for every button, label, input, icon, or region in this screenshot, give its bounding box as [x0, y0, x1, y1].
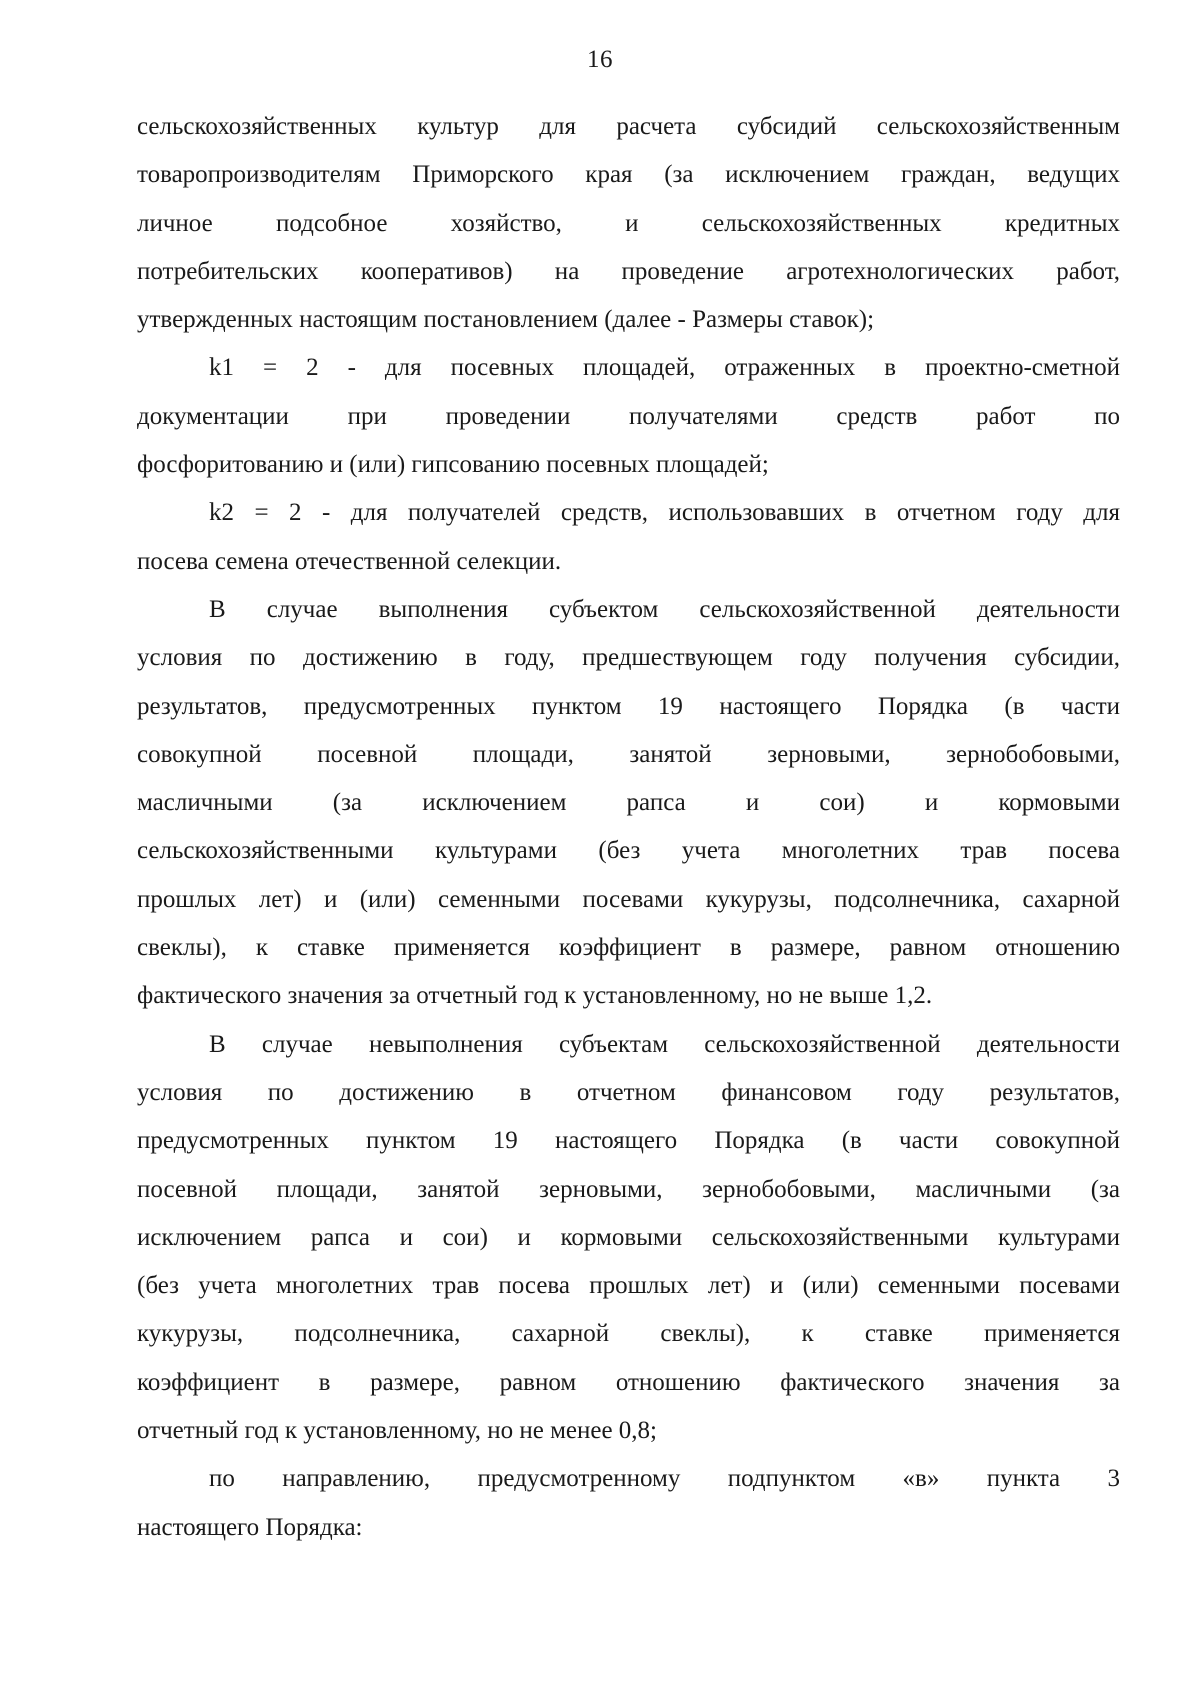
- text-line: сельскохозяйственных культур для расчета субсидий сельскохозяйственным: [137, 113, 1120, 140]
- text-line: масличными (за исключением рапса и сои) и кормовыми: [137, 789, 1120, 817]
- text-line: фосфоритованию и (или) гипсованию посевных площадей;: [137, 451, 769, 479]
- text-line: свеклы), к ставке применяется коэффициент в размере, равном отношению: [137, 934, 1120, 962]
- text-line: посева семена отечественной селекции.: [137, 547, 562, 575]
- text-line: В случае невыполнения субъектам сельскохозяйственной деятельности: [209, 1030, 1120, 1058]
- text-line: результатов, предусмотренных пунктом 19 настоящего Порядка (в части: [137, 692, 1120, 720]
- text-line: предусмотренных пунктом 19 настоящего Порядка (в части совокупной: [137, 1127, 1120, 1155]
- text-line: коэффициент в размере, равном отношению фактического значения за: [137, 1368, 1120, 1396]
- text-line: сельскохозяйственными культурами (без учета многолетних трав посева: [137, 837, 1120, 865]
- text-line: утвержденных настоящим постановлением (далее - Размеры ставок);: [137, 306, 875, 334]
- text-line: условия по достижению в году, предшествующем году получения субсидии,: [137, 644, 1120, 672]
- text-line: k2 = 2 - для получателей средств, использовавших в отчетном году для: [209, 499, 1120, 527]
- page-number: 16: [587, 46, 613, 73]
- text-line: потребительских кооперативов) на проведение агротехнологических работ,: [137, 257, 1120, 285]
- document-body: [137, 103, 1120, 1552]
- text-line: прошлых лет) и (или) семенными посевами кукурузы, подсолнечника, сахарной: [137, 885, 1120, 913]
- text-line: совокупной посевной площади, занятой зерновыми, зернобобовыми,: [137, 740, 1120, 768]
- text-line: документации при проведении получателями средств работ по: [137, 402, 1120, 430]
- text-line: фактического значения за отчетный год к установленному, но не выше 1,2.: [137, 982, 933, 1010]
- text-line: личное подсобное хозяйство, и сельскохозяйственных кредитных: [137, 209, 1120, 237]
- text-line: товаропроизводителям Приморского края (за исключением граждан, ведущих: [137, 161, 1120, 189]
- text-line: k1 = 2 - для посевных площадей, отраженных в проектно-сметной: [209, 354, 1120, 382]
- text-line: настоящего Порядка:: [137, 1513, 363, 1541]
- text-line: условия по достижению в отчетном финансовом году результатов,: [137, 1078, 1120, 1106]
- text-line: В случае выполнения субъектом сельскохозяйственной деятельности: [209, 595, 1120, 623]
- text-line: (без учета многолетних трав посева прошлых лет) и (или) семенными посевами: [137, 1272, 1120, 1300]
- text-line: посевной площади, занятой зерновыми, зернобобовыми, масличными (за: [137, 1175, 1120, 1203]
- text-line: кукурузы, подсолнечника, сахарной свеклы), к ставке применяется: [137, 1320, 1120, 1348]
- text-line: по направлению, предусмотренному подпунктом «в» пункта 3: [209, 1465, 1120, 1493]
- text-line: отчетный год к установленному, но не менее 0,8;: [137, 1417, 658, 1445]
- text-line: исключением рапса и сои) и кормовыми сельскохозяйственными культурами: [137, 1223, 1120, 1251]
